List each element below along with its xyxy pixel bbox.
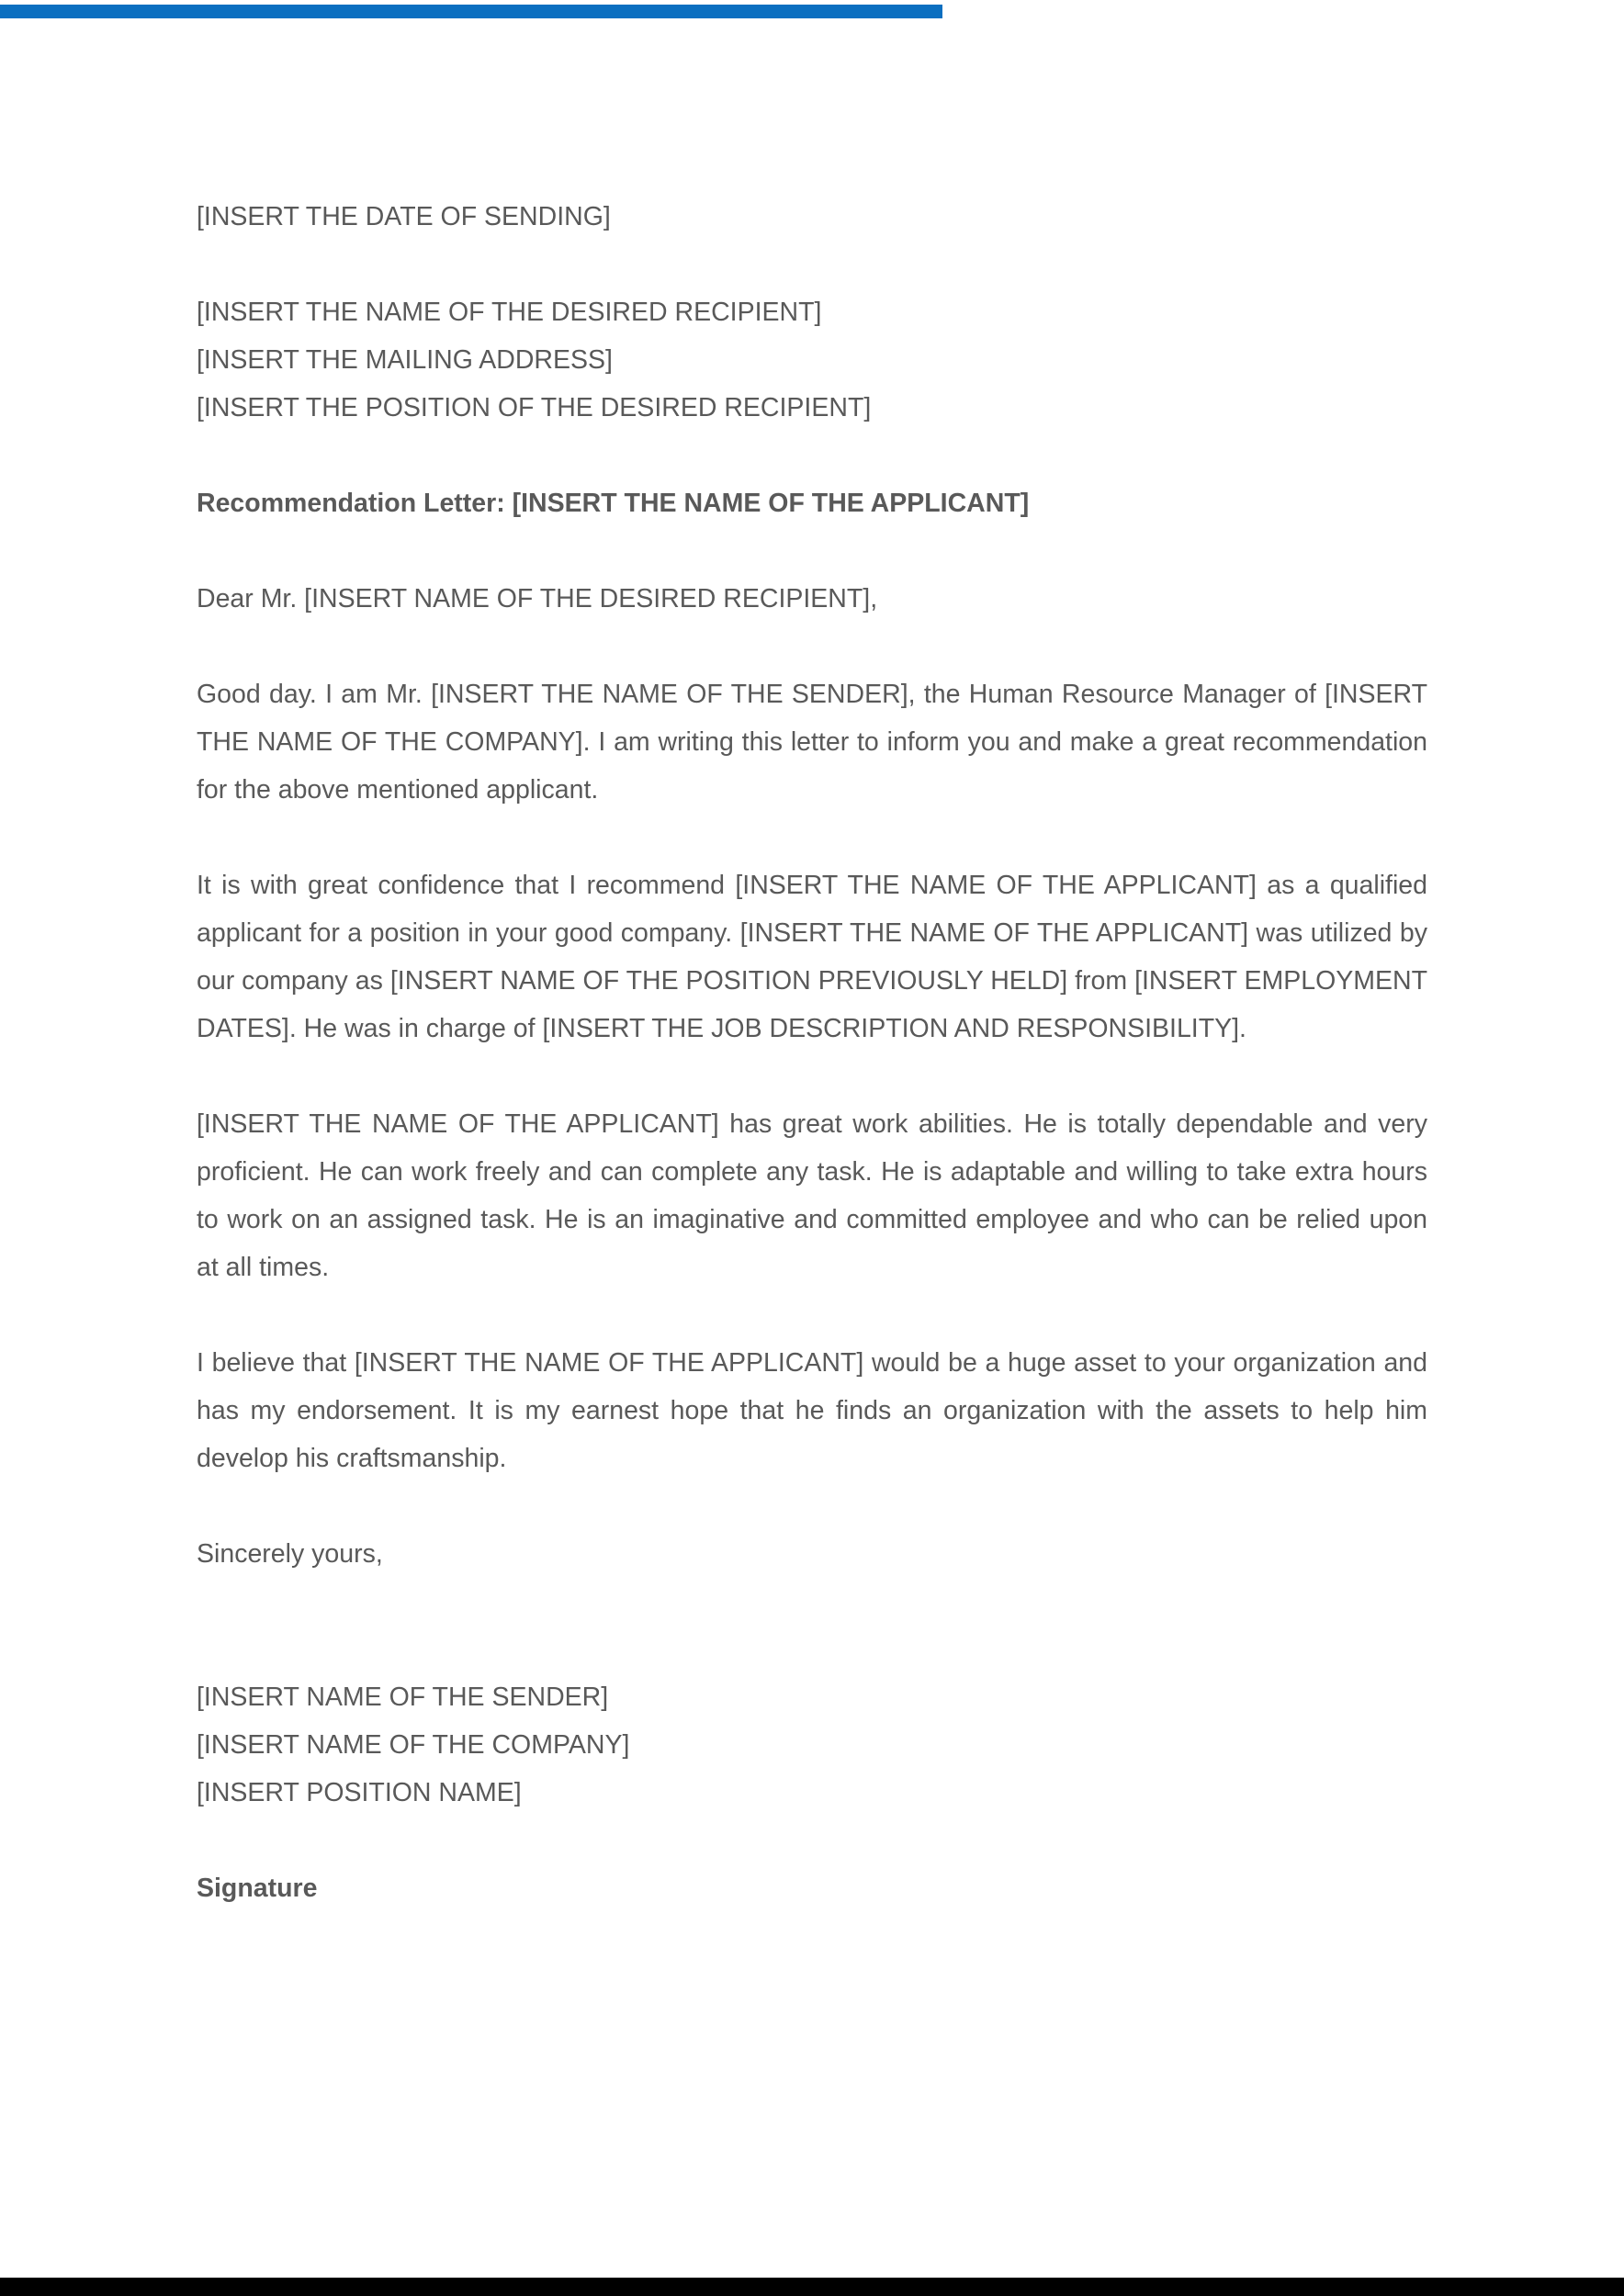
letter-closing: Sincerely yours,: [197, 1539, 383, 1569]
signature-label: Signature: [197, 1874, 318, 1903]
footer-bar: [0, 2278, 1624, 2296]
sender-name: [INSERT NAME OF THE SENDER]: [197, 1683, 609, 1712]
letter-date: [INSERT THE DATE OF SENDING]: [197, 202, 611, 231]
sender-company: [INSERT NAME OF THE COMPANY]: [197, 1730, 630, 1760]
recipient-mailing-address: [INSERT THE MAILING ADDRESS]: [197, 345, 613, 375]
body-paragraph-abilities: [INSERT THE NAME OF THE APPLICANT] has great work abilities. He is totally dependable and very proficient. He can work freely and can complete any task. He is adaptable and willing to take extra hours to work on an assigned task. He is an imaginative and committed employee and who can be relied upon at all times.: [197, 1109, 1427, 1282]
body-paragraph-endorsement: I believe that [INSERT THE NAME OF THE APPLICANT] would be a huge asset to your organization and has my endorsement. It is my earnest hope that he finds an organization with the assets to help him develop his craftsmanship.: [197, 1348, 1427, 1473]
recipient-position: [INSERT THE POSITION OF THE DESIRED RECIPIENT]: [197, 393, 872, 422]
recipient-name: [INSERT THE NAME OF THE DESIRED RECIPIENT]: [197, 298, 822, 327]
letter-salutation: Dear Mr. [INSERT NAME OF THE DESIRED RECIPIENT],: [197, 584, 878, 613]
letter-body: [197, 193, 1427, 1912]
body-paragraph-employment: It is with great confidence that I recommend [INSERT THE NAME OF THE APPLICANT] as a qualified applicant for a position in your good company. [INSERT THE NAME OF THE APPLICANT] was utilized by our company as [INSERT NAME OF THE POSITION PREVIOUSLY HELD] from [INSERT EMPLOYMENT DATES]. He was in charge of [INSERT THE JOB DESCRIPTION AND RESPONSIBILITY].: [197, 871, 1427, 1043]
letter-subject: Recommendation Letter: [INSERT THE NAME OF THE APPLICANT]: [197, 489, 1030, 518]
header-accent-bar: [0, 5, 942, 18]
sender-position: [INSERT POSITION NAME]: [197, 1778, 522, 1807]
body-paragraph-introduction: Good day. I am Mr. [INSERT THE NAME OF THE SENDER], the Human Resource Manager of [INSERT THE NAME OF THE COMPANY]. I am writing this letter to inform you and make a great recommendation for the above mentioned applicant.: [197, 680, 1427, 805]
